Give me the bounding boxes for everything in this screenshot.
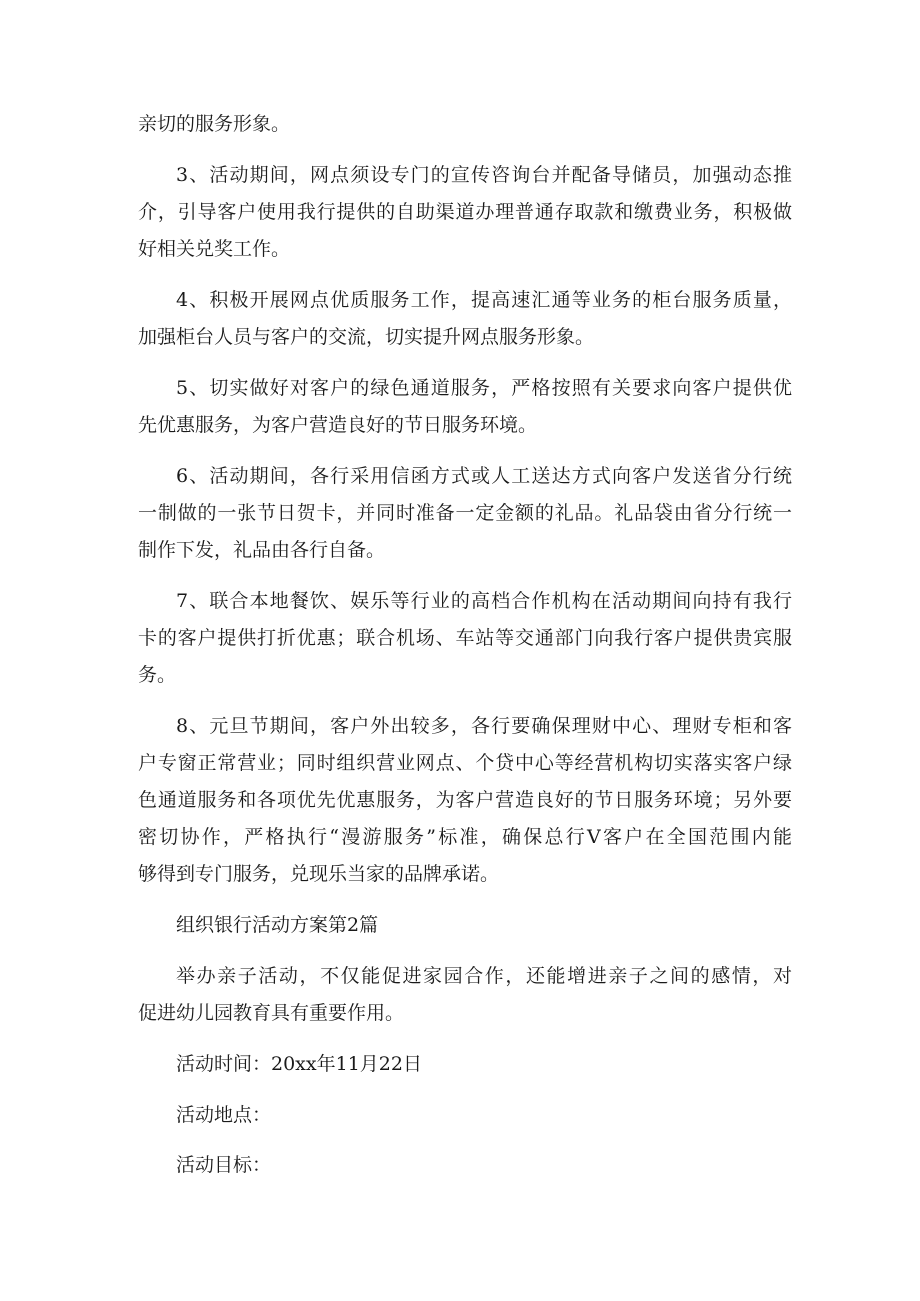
text-line: 活动地点： <box>176 1104 272 1126</box>
text-line: 好相关兑奖工作。 <box>138 238 291 260</box>
text-line: 5、切实做好对客户的绿色通道服务，严格按照有关要求向客户提供优 <box>176 377 792 399</box>
text-line: 活动时间：20xx年11月22日 <box>176 1053 422 1075</box>
text-line: 够得到专门服务，兑现乐当家的品牌承诺。 <box>138 863 500 885</box>
section-heading: 组织银行活动方案第2篇 <box>176 914 379 936</box>
text-line: 一制做的一张节日贺卡，并同时准备一定金额的礼品。礼品袋由省分行统一 <box>138 502 792 524</box>
text-line: 3、活动期间，网点须设专门的宣传咨询台并配备导储员，加强动态推 <box>176 164 792 186</box>
text-line: 色通道服务和各项优先优惠服务，为客户营造良好的节日服务环境；另外要 <box>138 789 792 811</box>
text-line: 制作下发，礼品由各行自备。 <box>138 539 386 561</box>
text-line: 8、元旦节期间，客户外出较多，各行要确保理财中心、理财专柜和客 <box>176 715 792 737</box>
text-line: 密切协作，严格执行“漫游服务”标准，确保总行V客户在全国范围内能 <box>138 826 792 848</box>
text-line: 活动目标： <box>176 1154 272 1176</box>
text-line: 先优惠服务，为客户营造良好的节日服务环境。 <box>138 414 538 436</box>
text-line: 4、积极开展网点优质服务工作，提高速汇通等业务的柜台服务质量， <box>176 289 792 311</box>
text-line: 7、联合本地餐饮、娱乐等行业的高档合作机构在活动期间向持有我行 <box>176 590 792 612</box>
text-line: 加强柜台人员与客户的交流，切实提升网点服务形象。 <box>138 326 595 348</box>
text-line: 举办亲子活动，不仅能促进家园合作，还能增进亲子之间的感情，对 <box>176 965 792 987</box>
text-line: 卡的客户提供打折优惠；联合机场、车站等交通部门向我行客户提供贵宾服 <box>138 627 792 649</box>
text-line: 户专窗正常营业；同时组织营业网点、个贷中心等经营机构切实落实客户绿 <box>138 752 792 774</box>
text-line: 亲切的服务形象。 <box>138 113 291 135</box>
text-line: 介，引导客户使用我行提供的自助渠道办理普通存取款和缴费业务，积极做 <box>138 201 792 223</box>
text-line: 促进幼儿园教育具有重要作用。 <box>138 1002 405 1024</box>
text-line: 务。 <box>138 664 177 686</box>
text-line: 6、活动期间，各行采用信函方式或人工送达方式向客户发送省分行统 <box>176 465 792 487</box>
